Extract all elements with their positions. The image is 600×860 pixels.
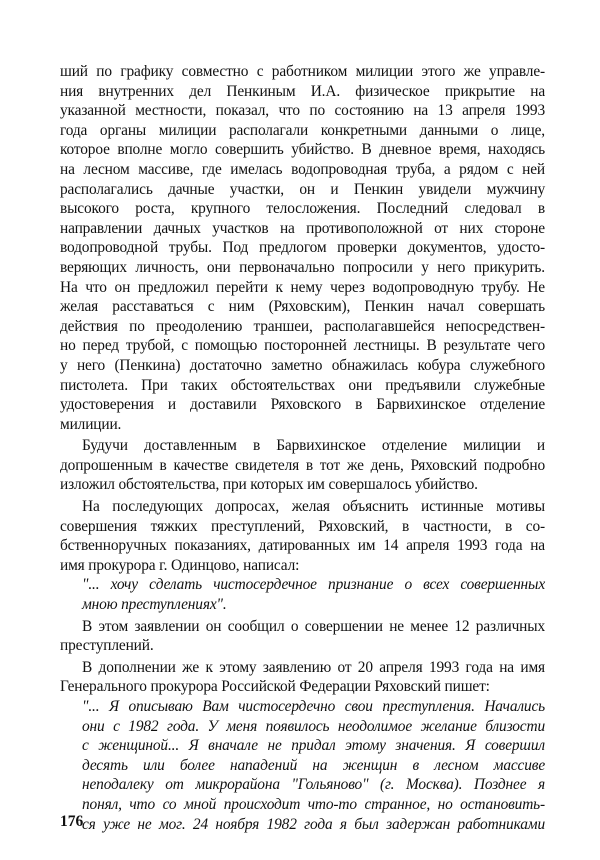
text-line: но перед трубой, с помощью посторонней лестницы. В результате чего (60, 337, 545, 355)
text-line: указанной местности, показал, что по состоянию на 13 апреля 1993 (60, 102, 545, 120)
text-line: Будучи доставленным в Барвихинское отделение милиции и (82, 437, 545, 455)
text-line: В дополнении же к этому заявлению от 20 апреля 1993 года на имя (82, 658, 545, 676)
text-line: направлении дачных участков на противоположной от них стороне (60, 219, 545, 237)
quote-line: "... Я описываю Вам чистосердечно свои преступления. Начались (82, 698, 545, 715)
text-line: водопроводной трубы. Под предлогом проверки документов, удосто- (60, 239, 545, 257)
text-line: на лесном массиве, где имелась водопроводная труба, а рядом с ней (60, 160, 545, 178)
text-line: высокого роста, крупного телосложения. Последний следовал в (60, 200, 545, 218)
text-line: На последующих допросах, желая объяснить истинные мотивы (82, 498, 545, 516)
quote-line: понял, что со мной происходит что-то странное, но остановить- (82, 795, 545, 813)
text-line: располагались дачные участки, он и Пенкин увидели мужчину (60, 180, 545, 198)
text-line: бственноручных показаниях, датированных им 14 апреля 1993 года на (60, 537, 545, 555)
text-line: совершения тяжких преступлений, Ряховский, в частности, в со- (60, 517, 545, 535)
text-line: Генерального прокурора Российской Федерации Ряховский пишет: (60, 678, 490, 696)
text-line: ния внутренних дел Пенкиным И.А. физическое прикрытие на (60, 82, 545, 100)
quote-line: неподалеку от микрорайона "Гольяново" (г. Москва). Позднее я (82, 776, 545, 794)
text-line: милиции. (60, 415, 122, 433)
text-line: пистолета. При таких обстоятельствах они предъявили служебные (60, 376, 545, 394)
page-body (60, 62, 545, 834)
text-line: действия по преодолению траншеи, располагавшейся непосредствен- (60, 317, 545, 335)
quote-line: ся уже не мог. 24 ноября 1982 года я был задержан работниками (82, 815, 545, 833)
block-quote (60, 697, 545, 834)
paragraph (60, 62, 545, 434)
quote-line: с женщиной... Я вначале не придал этому значения. Я совершил (82, 737, 545, 755)
text-line: которое вполне могло совершить убийство. В дневное время, находясь (60, 141, 545, 159)
text-line: удостоверения и доставили Ряховского в Барвихинское отделение (60, 396, 545, 414)
text-line: допрошенным в качестве свидетеля в тот же день, Ряховский подробно (60, 456, 545, 474)
page-number: 176 (60, 813, 84, 830)
text-line: у него (Пенкина) достаточно заметно обнажилась кобура служебного (60, 356, 545, 374)
text-line: ший по графику совместно с работником милиции этого же управле- (60, 63, 545, 80)
quote-line: они с 1982 года. У меня появилось неодолимое желание близости (82, 717, 545, 735)
paragraph (60, 497, 545, 575)
text-line: преступлений. (60, 637, 154, 655)
text-line: веряющих личность, они первоначально попросили у него прикурить. (60, 258, 545, 276)
quote-line: мною преступлениях". (82, 596, 227, 614)
text-line: На что он предложил перейти к нему через водопроводную трубу. Не (60, 278, 545, 296)
text-line: В этом заявлении он сообщил о совершении не менее 12 различных (82, 617, 545, 635)
text-line: года органы милиции располагали конкретными данными о лице, (60, 121, 545, 139)
paragraph (60, 617, 545, 656)
paragraph (60, 658, 545, 697)
paragraph (60, 436, 545, 495)
block-quote (60, 575, 545, 614)
quote-line: десять или более нападений на женщин в лесном массиве (82, 756, 545, 774)
text-line: желая расставаться с ним (Ряховским), Пенкин начал совершать (60, 298, 545, 316)
text-line: изложил обстоятельства, при которых им совершалось убийство. (60, 476, 478, 494)
text-line: имя прокурора г. Одинцово, написал: (60, 556, 300, 574)
quote-line: "... хочу сделать чистосердечное признание о всех совершенных (82, 576, 545, 594)
